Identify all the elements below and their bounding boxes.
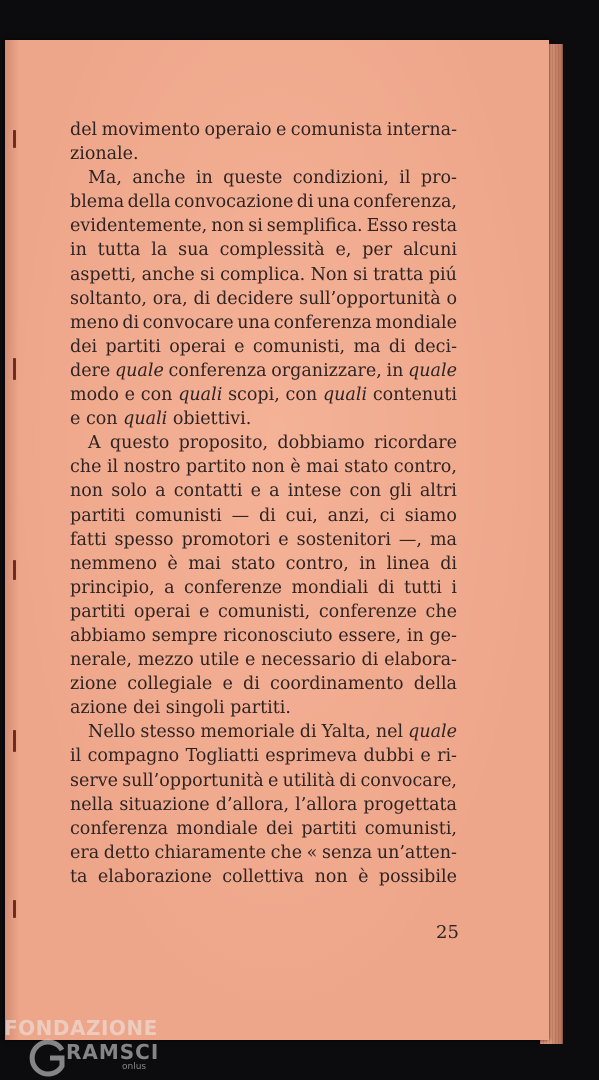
word: gli — [389, 481, 412, 502]
word: nerale, — [70, 650, 132, 671]
word: di — [296, 192, 314, 213]
word: partiti — [70, 601, 126, 622]
word: meno — [70, 312, 119, 333]
word: ri- — [437, 746, 457, 767]
word: di — [361, 650, 379, 671]
word: spesso — [114, 529, 174, 550]
word: chiaramente — [154, 842, 267, 863]
fondazione-gramsci-watermark — [2, 1016, 172, 1080]
word: tutti — [403, 577, 442, 598]
word: l’allora — [295, 794, 358, 815]
word: operaio — [204, 120, 272, 140]
text-line — [70, 166, 457, 190]
text-line — [70, 311, 457, 335]
word: fatti — [70, 529, 107, 550]
text-line — [70, 118, 457, 142]
word: comunisti — [135, 505, 222, 526]
word: partiti — [301, 818, 357, 839]
word: esprimeva — [265, 746, 358, 767]
word: in — [70, 240, 87, 261]
word: e — [222, 674, 233, 695]
word: abbiamo — [70, 625, 146, 646]
word: pro- — [420, 168, 457, 189]
word: complica. — [220, 264, 306, 285]
word: Togliatti — [185, 746, 259, 767]
word: questo — [109, 433, 170, 454]
word: e — [245, 650, 256, 671]
word: con — [285, 385, 318, 406]
page-number: 25 — [436, 922, 459, 943]
word: Nello — [88, 722, 136, 743]
word: operai — [169, 336, 226, 357]
word: « — [306, 842, 318, 863]
word: contro, — [285, 553, 349, 574]
word: linea — [386, 553, 430, 574]
text-line — [70, 576, 457, 600]
word: convocare — [142, 312, 234, 333]
text-line — [70, 504, 457, 528]
word: altri — [419, 481, 457, 502]
word: comunisti, — [364, 818, 457, 839]
word: o — [446, 288, 457, 309]
word: ci — [379, 505, 395, 526]
word: e — [278, 529, 289, 550]
watermark-line-1: FONDAZIONE — [4, 1016, 158, 1040]
word: convocazione — [174, 192, 294, 213]
word: dobbiamo — [277, 433, 365, 454]
word: siamo — [404, 505, 457, 526]
word: ge- — [429, 625, 457, 646]
word: evidentemente, — [70, 216, 208, 237]
binding-mark — [13, 560, 16, 580]
word: si — [353, 264, 368, 285]
word: quale — [114, 360, 164, 381]
word: anzi, — [327, 505, 370, 526]
text-line — [70, 672, 457, 696]
word: A — [88, 433, 101, 454]
text-line — [70, 624, 457, 648]
word: organizzare, — [271, 360, 382, 381]
word: della — [127, 192, 171, 213]
word: ta — [70, 866, 88, 887]
word: che — [270, 842, 303, 863]
word: a — [155, 481, 166, 502]
text-line — [70, 455, 457, 479]
word: sull’opportunità — [299, 288, 441, 309]
text-line — [70, 793, 457, 817]
word: quale — [408, 722, 457, 743]
text-line — [70, 431, 457, 455]
word: convocare, — [360, 770, 457, 791]
text-line — [70, 817, 457, 841]
word: necessario — [261, 650, 356, 671]
word: e, — [335, 240, 352, 261]
word: di — [377, 577, 395, 598]
word: è — [358, 866, 369, 887]
word: mezzo — [137, 650, 194, 671]
word: alcuni — [402, 240, 457, 261]
binding-mark — [13, 730, 16, 752]
word: queste — [223, 168, 283, 189]
word: senza — [321, 842, 373, 863]
word: principio, — [70, 577, 155, 598]
word: comunisti, — [218, 601, 311, 622]
text-line — [70, 744, 457, 768]
word: Non — [310, 264, 348, 285]
word: anche — [141, 264, 195, 285]
word: dei — [133, 698, 161, 719]
text-line — [70, 238, 457, 262]
word: quali — [322, 385, 368, 406]
word: si — [200, 264, 215, 285]
word: la — [151, 240, 168, 261]
word: e — [275, 120, 287, 140]
word: mondiali — [291, 577, 369, 598]
word: sull’opportunità — [122, 770, 264, 791]
word: mai — [306, 457, 339, 478]
word: è — [290, 457, 301, 478]
word: si — [248, 216, 263, 237]
word: è — [167, 553, 178, 574]
word: tratta — [373, 264, 424, 285]
text-line — [70, 528, 457, 552]
word: i — [451, 577, 457, 598]
word: una — [316, 192, 350, 213]
word: riconosciuto — [223, 625, 333, 646]
word: sostenitori — [296, 529, 391, 550]
word: dere — [70, 360, 111, 381]
word: semplifica. — [266, 216, 363, 237]
word: stesso — [140, 722, 196, 743]
word: soltanto, — [70, 288, 147, 309]
word: una — [237, 312, 271, 333]
word: e — [124, 385, 136, 406]
word: conferenze — [318, 601, 417, 622]
word: resta — [411, 216, 457, 237]
word: possibile — [378, 866, 457, 887]
word: anche — [132, 168, 186, 189]
word: con — [140, 385, 173, 406]
word: di — [193, 288, 211, 309]
word: il — [106, 457, 119, 478]
word: e — [234, 336, 245, 357]
word: obiettivi. — [172, 409, 252, 430]
word: di — [388, 336, 406, 357]
word: in — [359, 553, 377, 574]
word: di — [440, 553, 457, 574]
word: azione — [70, 698, 128, 719]
word: sempre — [151, 625, 218, 646]
word: cui, — [285, 505, 318, 526]
binding-mark — [13, 130, 16, 148]
text-line — [70, 479, 457, 503]
word: mai — [188, 553, 221, 574]
word: conferenza — [70, 818, 169, 839]
word: che — [425, 601, 457, 622]
word: era — [70, 842, 100, 863]
word: in — [386, 360, 404, 381]
word: intese — [287, 481, 342, 502]
word: comunista — [290, 120, 383, 140]
text-line — [70, 552, 457, 576]
word: dei — [70, 336, 98, 357]
word: zionale. — [70, 144, 139, 165]
word: contro, — [393, 457, 457, 478]
word: del — [70, 120, 98, 140]
word: dubbi — [363, 746, 414, 767]
word: movimento — [101, 120, 201, 140]
word: il — [70, 746, 82, 767]
text-line — [70, 407, 457, 431]
word: sua — [178, 240, 209, 261]
word: partiti. — [230, 698, 291, 719]
word: comunisti, — [252, 336, 346, 357]
text-line — [70, 335, 457, 359]
word: con — [349, 481, 382, 502]
word: che — [70, 457, 102, 478]
word: detto — [103, 842, 150, 863]
word: decidere — [216, 288, 294, 309]
word: progettata — [363, 794, 457, 815]
word: quale — [408, 360, 457, 381]
word: non — [70, 481, 104, 502]
word: operai — [133, 601, 191, 622]
word: e — [250, 481, 261, 502]
word: per — [362, 240, 393, 261]
word: blema — [70, 192, 125, 213]
body-text — [70, 118, 457, 889]
word: compagno — [87, 746, 180, 767]
word: di — [339, 770, 357, 791]
word: stato — [231, 553, 276, 574]
word: ma — [429, 529, 457, 550]
text-line — [70, 190, 457, 214]
word: proposito, — [178, 433, 269, 454]
text-line — [70, 696, 457, 720]
text-line — [70, 720, 457, 744]
word: non — [251, 457, 285, 478]
text-line — [70, 600, 457, 624]
word: d’allora, — [215, 794, 290, 815]
word: zione — [70, 674, 117, 695]
word: della — [413, 674, 457, 695]
text-line — [70, 648, 457, 672]
word: utilità — [282, 770, 336, 791]
word: serve — [70, 770, 118, 791]
word: ora, — [152, 288, 188, 309]
word: elabora- — [384, 650, 457, 671]
word: essere, — [338, 625, 402, 646]
word: modo — [70, 385, 119, 406]
word: non — [211, 216, 245, 237]
word: elaborazione — [97, 866, 212, 887]
word: condizioni, — [292, 168, 389, 189]
word: in — [406, 625, 424, 646]
word: a — [269, 481, 280, 502]
word: nella — [70, 794, 114, 815]
word: un’atten- — [376, 842, 457, 863]
text-line — [70, 383, 457, 407]
word: e — [420, 746, 431, 767]
word: il — [399, 168, 411, 189]
binding-mark — [13, 900, 16, 918]
word: coordinamento — [270, 674, 404, 695]
word: stato — [344, 457, 389, 478]
word: partiti — [70, 505, 126, 526]
word: scopi, — [228, 385, 280, 406]
word: solo — [111, 481, 147, 502]
word: e — [199, 601, 210, 622]
word: situazione — [119, 794, 210, 815]
word: conferenza — [273, 312, 372, 333]
word: conferenza, — [353, 192, 457, 213]
word: piú — [428, 264, 457, 285]
text-line — [70, 841, 457, 865]
word: nemmeno — [70, 553, 157, 574]
word: e — [70, 409, 81, 430]
word: Esso — [366, 216, 408, 237]
word: —, — [398, 529, 422, 550]
word: utile — [199, 650, 240, 671]
word: collegiale — [127, 674, 213, 695]
word: contenuti — [372, 385, 457, 406]
word: quali — [123, 409, 168, 430]
word: non — [314, 866, 348, 887]
watermark-line-2: RAMSCI — [66, 1040, 160, 1064]
word: quali — [178, 385, 223, 406]
word: memoriale — [200, 722, 295, 743]
word: aspetti, — [70, 264, 137, 285]
word: tutta — [97, 240, 141, 261]
word: ma — [353, 336, 381, 357]
word: partiti — [105, 336, 161, 357]
word: dei — [266, 818, 294, 839]
word: conferenze — [184, 577, 283, 598]
text-line — [70, 214, 457, 238]
text-line — [70, 142, 457, 166]
word: collettiva — [222, 866, 305, 887]
watermark-line-3: onlus — [122, 1062, 147, 1072]
text-line — [70, 287, 457, 311]
word: deci- — [414, 336, 457, 357]
word: partito — [185, 457, 247, 478]
binding-mark — [13, 358, 16, 380]
word: di — [122, 312, 140, 333]
word: conferenza — [168, 360, 267, 381]
word: — — [231, 505, 250, 526]
word: singoli — [165, 698, 225, 719]
word: contatti — [173, 481, 243, 502]
word: ricordare — [373, 433, 457, 454]
text-line — [70, 769, 457, 793]
text-line — [70, 263, 457, 287]
word: a — [164, 577, 175, 598]
word: con — [85, 409, 118, 430]
word: mondiale — [176, 818, 258, 839]
word: in — [195, 168, 213, 189]
word: interna- — [386, 120, 457, 140]
word: complessità — [219, 240, 325, 261]
word: Ma, — [88, 168, 122, 189]
word: promotori — [181, 529, 271, 550]
word: e — [267, 770, 279, 791]
word: nel — [375, 722, 404, 743]
word: nostro — [123, 457, 181, 478]
word: di — [258, 505, 276, 526]
word: di — [243, 674, 260, 695]
gramsci-logo-icon — [24, 1038, 68, 1078]
word: Yalta, — [321, 722, 371, 743]
text-line — [70, 865, 457, 889]
word: di — [299, 722, 317, 743]
text-line — [70, 359, 457, 383]
word: mondiale — [375, 312, 457, 333]
